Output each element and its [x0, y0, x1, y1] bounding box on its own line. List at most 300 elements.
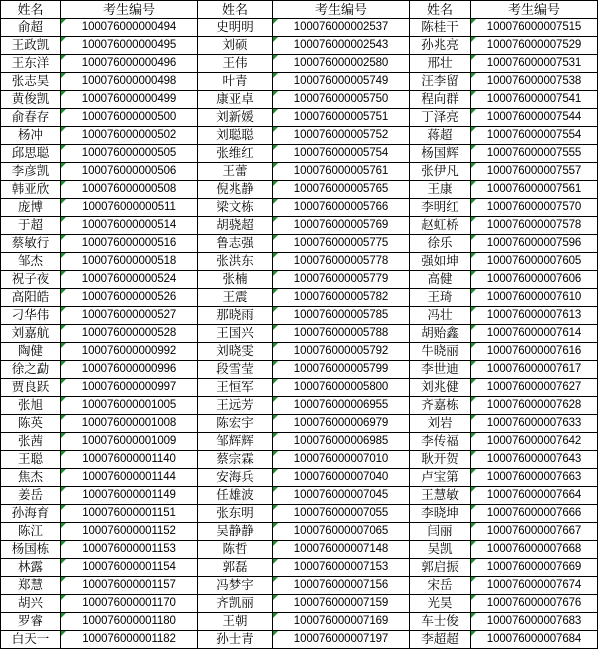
number-as-text-flag-icon: [471, 577, 476, 582]
exam-id-cell[interactable]: [273, 487, 410, 505]
exam-id-text: 100076000000495: [81, 39, 177, 51]
exam-id-cell[interactable]: [273, 271, 410, 289]
name-cell[interactable]: [1, 289, 61, 307]
exam-id-cell[interactable]: [471, 379, 598, 397]
name-cell[interactable]: [1, 271, 61, 289]
name-cell[interactable]: [1, 541, 61, 559]
name-cell[interactable]: [1, 127, 61, 145]
exam-id-cell[interactable]: [471, 631, 598, 649]
exam-id-text: 100076000007663: [486, 471, 582, 483]
name-cell[interactable]: [410, 523, 471, 541]
candidate-name-text: 陈哲: [222, 542, 248, 556]
table-row: [1, 523, 598, 541]
candidate-name-text: 李晓坤: [421, 506, 459, 520]
name-cell[interactable]: [198, 469, 273, 487]
number-as-text-flag-icon: [471, 361, 476, 366]
exam-id-text: 100076000007541: [486, 93, 582, 105]
exam-id-cell[interactable]: [471, 541, 598, 559]
exam-id-cell[interactable]: [273, 235, 410, 253]
number-as-text-flag-icon: [471, 307, 476, 312]
exam-id-cell[interactable]: [273, 163, 410, 181]
exam-id-text: 100076000007616: [486, 345, 582, 357]
exam-id-text: 100076000007610: [486, 291, 582, 303]
number-as-text-flag-icon: [61, 145, 66, 150]
exam-id-cell[interactable]: [471, 37, 598, 55]
candidate-name-text: 张洪东: [216, 254, 254, 268]
name-cell[interactable]: [410, 469, 471, 487]
header-exam-id-3[interactable]: 考生编号: [471, 1, 598, 19]
exam-id-text: 100076000005769: [293, 219, 389, 231]
name-cell[interactable]: [410, 235, 471, 253]
exam-id-cell[interactable]: [61, 487, 198, 505]
exam-id-text: 100076000007544: [486, 111, 582, 123]
name-cell[interactable]: [410, 55, 471, 73]
exam-id-text: 100076000001182: [82, 633, 176, 645]
name-cell[interactable]: [198, 451, 273, 469]
name-cell[interactable]: [410, 127, 471, 145]
candidate-name-text: 张茜: [17, 434, 43, 448]
name-cell[interactable]: [410, 361, 471, 379]
exam-id-cell[interactable]: [471, 433, 598, 451]
exam-id-cell[interactable]: [273, 199, 410, 217]
name-cell[interactable]: [1, 253, 61, 271]
header-name-3[interactable]: 姓名: [410, 1, 471, 19]
exam-id-cell[interactable]: [273, 91, 410, 109]
table-row: [1, 451, 598, 469]
exam-id-cell[interactable]: [471, 235, 598, 253]
name-cell[interactable]: [410, 541, 471, 559]
exam-id-text: 100076000000528: [81, 327, 177, 339]
name-cell[interactable]: [1, 595, 61, 613]
name-cell[interactable]: [1, 433, 61, 451]
name-cell[interactable]: [198, 91, 273, 109]
number-as-text-flag-icon: [61, 505, 66, 510]
name-cell[interactable]: [198, 217, 273, 235]
exam-id-cell[interactable]: [273, 469, 410, 487]
exam-id-cell[interactable]: [471, 289, 598, 307]
exam-id-cell[interactable]: [471, 505, 598, 523]
name-cell[interactable]: [410, 379, 471, 397]
name-cell[interactable]: [198, 523, 273, 541]
exam-id-cell[interactable]: [471, 127, 598, 145]
exam-id-cell[interactable]: [61, 595, 198, 613]
exam-id-cell[interactable]: [61, 127, 198, 145]
name-cell[interactable]: [1, 415, 61, 433]
exam-id-cell[interactable]: [471, 73, 598, 91]
exam-id-cell[interactable]: [61, 307, 198, 325]
exam-id-cell[interactable]: [273, 325, 410, 343]
exam-id-text: 100076000005800: [293, 381, 389, 393]
name-cell[interactable]: [1, 505, 61, 523]
exam-id-cell[interactable]: [273, 127, 410, 145]
exam-id-cell[interactable]: [471, 487, 598, 505]
name-cell[interactable]: [1, 523, 61, 541]
exam-id-cell[interactable]: [61, 397, 198, 415]
exam-id-cell[interactable]: [273, 253, 410, 271]
name-cell[interactable]: [198, 577, 273, 595]
name-cell[interactable]: [1, 343, 61, 361]
name-cell[interactable]: [1, 613, 61, 631]
candidate-name-text: 韩亚欣: [11, 182, 50, 196]
name-cell[interactable]: [198, 73, 273, 91]
name-cell[interactable]: [198, 433, 273, 451]
candidate-name-text: 宋岳: [427, 578, 453, 592]
name-cell[interactable]: [1, 577, 61, 595]
exam-id-cell[interactable]: [273, 145, 410, 163]
candidate-name-text: 强如坤: [421, 254, 459, 268]
name-cell[interactable]: [410, 271, 471, 289]
name-cell[interactable]: [198, 271, 273, 289]
name-cell[interactable]: [198, 289, 273, 307]
number-as-text-flag-icon: [471, 631, 476, 636]
exam-id-cell[interactable]: [471, 253, 598, 271]
name-cell[interactable]: [410, 343, 471, 361]
exam-id-cell[interactable]: [471, 469, 598, 487]
number-as-text-flag-icon: [273, 19, 278, 24]
name-cell[interactable]: [1, 91, 61, 109]
exam-id-cell[interactable]: [471, 613, 598, 631]
name-cell[interactable]: [1, 19, 61, 37]
candidate-name-text: 张东明: [216, 506, 254, 520]
candidate-name-text: 祝子夜: [11, 272, 50, 286]
name-cell[interactable]: [410, 487, 471, 505]
name-cell[interactable]: [1, 145, 61, 163]
exam-id-text: 100076000000498: [81, 75, 177, 87]
exam-id-cell[interactable]: [61, 541, 198, 559]
name-cell[interactable]: [198, 181, 273, 199]
exam-id-cell[interactable]: [61, 433, 198, 451]
name-cell[interactable]: [410, 613, 471, 631]
number-as-text-flag-icon: [61, 559, 66, 564]
name-cell[interactable]: [198, 235, 273, 253]
name-cell[interactable]: [1, 469, 61, 487]
exam-id-text: 100076000007613: [486, 309, 582, 321]
exam-id-cell[interactable]: [273, 505, 410, 523]
name-cell[interactable]: [410, 73, 471, 91]
exam-id-text: 100076000007055: [293, 507, 389, 519]
exam-id-cell[interactable]: [273, 577, 410, 595]
header-exam-id-1[interactable]: 考生编号: [61, 1, 198, 19]
exam-id-cell[interactable]: [61, 451, 198, 469]
name-cell[interactable]: [1, 109, 61, 127]
name-cell[interactable]: [1, 181, 61, 199]
exam-id-cell[interactable]: [61, 613, 198, 631]
name-cell[interactable]: [410, 253, 471, 271]
name-cell[interactable]: [198, 163, 273, 181]
name-cell[interactable]: [1, 361, 61, 379]
exam-id-cell[interactable]: [61, 289, 198, 307]
name-cell[interactable]: [198, 361, 273, 379]
exam-id-cell[interactable]: [61, 559, 198, 577]
name-cell[interactable]: [198, 505, 273, 523]
exam-id-text: 100076000007045: [293, 489, 389, 501]
table-body: [1, 19, 598, 649]
name-cell[interactable]: [198, 199, 273, 217]
name-cell[interactable]: [410, 631, 471, 649]
candidate-name-text: 孙兆亮: [421, 38, 459, 52]
table-row: [1, 631, 598, 649]
name-cell[interactable]: [198, 397, 273, 415]
name-cell[interactable]: [198, 127, 273, 145]
name-cell[interactable]: [198, 109, 273, 127]
header-name-1[interactable]: 姓名: [1, 1, 61, 19]
exam-id-cell[interactable]: [273, 433, 410, 451]
candidate-name-text: 陶健: [17, 344, 43, 358]
candidate-name-text: 邹杰: [17, 254, 43, 268]
exam-id-cell[interactable]: [61, 379, 198, 397]
exam-id-cell[interactable]: [61, 19, 198, 37]
name-cell[interactable]: [1, 199, 61, 217]
exam-id-cell[interactable]: [61, 181, 198, 199]
exam-id-cell[interactable]: [61, 415, 198, 433]
exam-id-cell[interactable]: [273, 361, 410, 379]
number-as-text-flag-icon: [61, 595, 66, 600]
exam-id-cell[interactable]: [471, 361, 598, 379]
exam-id-cell[interactable]: [61, 505, 198, 523]
exam-id-cell[interactable]: [471, 595, 598, 613]
name-cell[interactable]: [198, 19, 273, 37]
exam-id-text: 100076000007555: [486, 147, 582, 159]
exam-id-cell[interactable]: [471, 397, 598, 415]
exam-id-cell[interactable]: [273, 217, 410, 235]
name-cell[interactable]: [410, 19, 471, 37]
exam-id-cell[interactable]: [61, 235, 198, 253]
name-cell[interactable]: [198, 613, 273, 631]
exam-id-cell[interactable]: [471, 559, 598, 577]
exam-id-cell[interactable]: [273, 523, 410, 541]
number-as-text-flag-icon: [273, 307, 278, 312]
exam-id-cell[interactable]: [273, 307, 410, 325]
candidate-name-text: 叶青: [222, 74, 248, 88]
name-cell[interactable]: [410, 577, 471, 595]
number-as-text-flag-icon: [273, 361, 278, 366]
number-as-text-flag-icon: [273, 577, 278, 582]
name-cell[interactable]: [1, 451, 61, 469]
name-cell[interactable]: [410, 505, 471, 523]
name-cell[interactable]: [410, 307, 471, 325]
exam-id-text: 100076000007040: [293, 471, 389, 483]
name-cell[interactable]: [1, 307, 61, 325]
candidate-name-text: 邢壮: [427, 56, 453, 70]
exam-id-cell[interactable]: [471, 343, 598, 361]
exam-id-cell[interactable]: [61, 91, 198, 109]
name-cell[interactable]: [1, 631, 61, 649]
name-cell[interactable]: [410, 595, 471, 613]
candidate-name-text: 郭启振: [421, 560, 459, 574]
exam-id-cell[interactable]: [471, 217, 598, 235]
exam-id-cell[interactable]: [471, 577, 598, 595]
name-cell[interactable]: [410, 289, 471, 307]
exam-id-cell[interactable]: [471, 163, 598, 181]
number-as-text-flag-icon: [61, 91, 66, 96]
name-cell[interactable]: [198, 325, 273, 343]
candidate-name-text: 刘晓雯: [216, 344, 254, 358]
name-cell[interactable]: [198, 595, 273, 613]
name-cell[interactable]: [198, 379, 273, 397]
name-cell[interactable]: [410, 199, 471, 217]
name-cell[interactable]: [1, 379, 61, 397]
name-cell[interactable]: [410, 37, 471, 55]
exam-id-cell[interactable]: [61, 361, 198, 379]
exam-id-cell[interactable]: [471, 199, 598, 217]
number-as-text-flag-icon: [61, 37, 66, 42]
exam-id-cell[interactable]: [471, 415, 598, 433]
name-cell[interactable]: [410, 451, 471, 469]
name-cell[interactable]: [198, 487, 273, 505]
exam-id-cell[interactable]: [471, 523, 598, 541]
name-cell[interactable]: [410, 163, 471, 181]
table-row: [1, 595, 598, 613]
exam-id-cell[interactable]: [273, 109, 410, 127]
header-exam-id-2[interactable]: 考生编号: [273, 1, 410, 19]
exam-id-cell[interactable]: [273, 19, 410, 37]
number-as-text-flag-icon: [61, 415, 66, 420]
candidate-name-text: 王东洋: [11, 56, 50, 70]
candidate-name-text: 赵虹桥: [421, 218, 459, 232]
number-as-text-flag-icon: [61, 235, 66, 240]
exam-id-cell[interactable]: [273, 73, 410, 91]
exam-id-cell[interactable]: [61, 343, 198, 361]
exam-id-cell[interactable]: [273, 55, 410, 73]
exam-id-cell[interactable]: [273, 559, 410, 577]
exam-id-cell[interactable]: [273, 613, 410, 631]
exam-id-cell[interactable]: [61, 109, 198, 127]
exam-id-text: 100076000001151: [82, 507, 176, 519]
exam-id-cell[interactable]: [61, 163, 198, 181]
name-cell[interactable]: [410, 415, 471, 433]
exam-id-cell[interactable]: [273, 343, 410, 361]
number-as-text-flag-icon: [61, 163, 66, 168]
exam-id-cell[interactable]: [273, 181, 410, 199]
name-cell[interactable]: [198, 541, 273, 559]
name-cell[interactable]: [1, 235, 61, 253]
exam-id-cell[interactable]: [471, 271, 598, 289]
name-cell[interactable]: [198, 145, 273, 163]
name-cell[interactable]: [198, 415, 273, 433]
name-cell[interactable]: [1, 397, 61, 415]
exam-id-cell[interactable]: [273, 541, 410, 559]
exam-id-cell[interactable]: [61, 199, 198, 217]
exam-id-cell[interactable]: [471, 91, 598, 109]
exam-id-cell[interactable]: [471, 307, 598, 325]
exam-id-cell[interactable]: [273, 37, 410, 55]
name-cell[interactable]: [1, 55, 61, 73]
candidate-name-text: 汪李留: [421, 74, 459, 88]
exam-id-cell[interactable]: [61, 271, 198, 289]
number-as-text-flag-icon: [471, 73, 476, 78]
table-row: [1, 163, 598, 181]
name-cell[interactable]: [198, 559, 273, 577]
number-as-text-flag-icon: [273, 181, 278, 186]
number-as-text-flag-icon: [61, 73, 66, 78]
name-cell[interactable]: [198, 307, 273, 325]
exam-id-text: 100076000000518: [81, 255, 177, 267]
candidate-name-text: 张伊凡: [421, 164, 459, 178]
candidate-name-text: 蔡宗霖: [216, 452, 254, 466]
number-as-text-flag-icon: [61, 433, 66, 438]
exam-id-cell[interactable]: [471, 181, 598, 199]
exam-id-cell[interactable]: [471, 109, 598, 127]
number-as-text-flag-icon: [471, 289, 476, 294]
name-cell[interactable]: [198, 253, 273, 271]
name-cell[interactable]: [410, 217, 471, 235]
exam-id-text: 100076000001144: [82, 471, 176, 483]
name-cell[interactable]: [1, 325, 61, 343]
exam-id-cell[interactable]: [471, 325, 598, 343]
table-row: [1, 343, 598, 361]
exam-id-cell[interactable]: [471, 19, 598, 37]
number-as-text-flag-icon: [273, 55, 278, 60]
name-cell[interactable]: [1, 559, 61, 577]
name-cell[interactable]: [410, 325, 471, 343]
candidate-name-text: 李彦凯: [11, 164, 50, 178]
exam-id-cell[interactable]: [61, 577, 198, 595]
name-cell[interactable]: [410, 397, 471, 415]
candidate-name-text: 王震: [222, 290, 248, 304]
exam-id-cell[interactable]: [61, 145, 198, 163]
name-cell[interactable]: [198, 343, 273, 361]
name-cell[interactable]: [410, 559, 471, 577]
exam-id-cell[interactable]: [61, 73, 198, 91]
exam-id-cell[interactable]: [273, 289, 410, 307]
exam-id-cell[interactable]: [61, 469, 198, 487]
number-as-text-flag-icon: [61, 199, 66, 204]
exam-id-cell[interactable]: [61, 37, 198, 55]
header-name-2[interactable]: 姓名: [198, 1, 273, 19]
candidate-name-text: 王朝: [222, 614, 248, 628]
exam-id-cell[interactable]: [61, 217, 198, 235]
number-as-text-flag-icon: [471, 145, 476, 150]
exam-id-cell[interactable]: [471, 55, 598, 73]
exam-id-cell[interactable]: [61, 325, 198, 343]
name-cell[interactable]: [198, 37, 273, 55]
name-cell[interactable]: [1, 217, 61, 235]
candidate-name-text: 林露: [17, 560, 43, 574]
exam-id-cell[interactable]: [273, 595, 410, 613]
exam-id-text: 100076000000514: [81, 219, 177, 231]
name-cell[interactable]: [1, 73, 61, 91]
exam-id-cell[interactable]: [273, 379, 410, 397]
exam-id-cell[interactable]: [61, 631, 198, 649]
exam-id-cell[interactable]: [471, 451, 598, 469]
name-cell[interactable]: [410, 109, 471, 127]
name-cell[interactable]: [410, 91, 471, 109]
table-row: [1, 307, 598, 325]
name-cell[interactable]: [410, 433, 471, 451]
number-as-text-flag-icon: [61, 523, 66, 528]
number-as-text-flag-icon: [273, 343, 278, 348]
exam-id-cell[interactable]: [273, 451, 410, 469]
name-cell[interactable]: [198, 55, 273, 73]
exam-id-cell[interactable]: [273, 397, 410, 415]
exam-id-cell[interactable]: [273, 631, 410, 649]
number-as-text-flag-icon: [273, 199, 278, 204]
exam-id-cell[interactable]: [61, 253, 198, 271]
exam-id-cell[interactable]: [471, 145, 598, 163]
exam-id-text: 100076000000516: [81, 237, 177, 249]
exam-id-cell[interactable]: [61, 523, 198, 541]
exam-id-text: 100076000007529: [486, 39, 582, 51]
exam-id-cell[interactable]: [61, 55, 198, 73]
exam-id-cell[interactable]: [273, 415, 410, 433]
exam-id-text: 100076000005785: [293, 309, 389, 321]
name-cell[interactable]: [410, 181, 471, 199]
name-cell[interactable]: [1, 163, 61, 181]
name-cell[interactable]: [1, 487, 61, 505]
name-cell[interactable]: [410, 145, 471, 163]
name-cell[interactable]: [198, 631, 273, 649]
name-cell[interactable]: [1, 37, 61, 55]
